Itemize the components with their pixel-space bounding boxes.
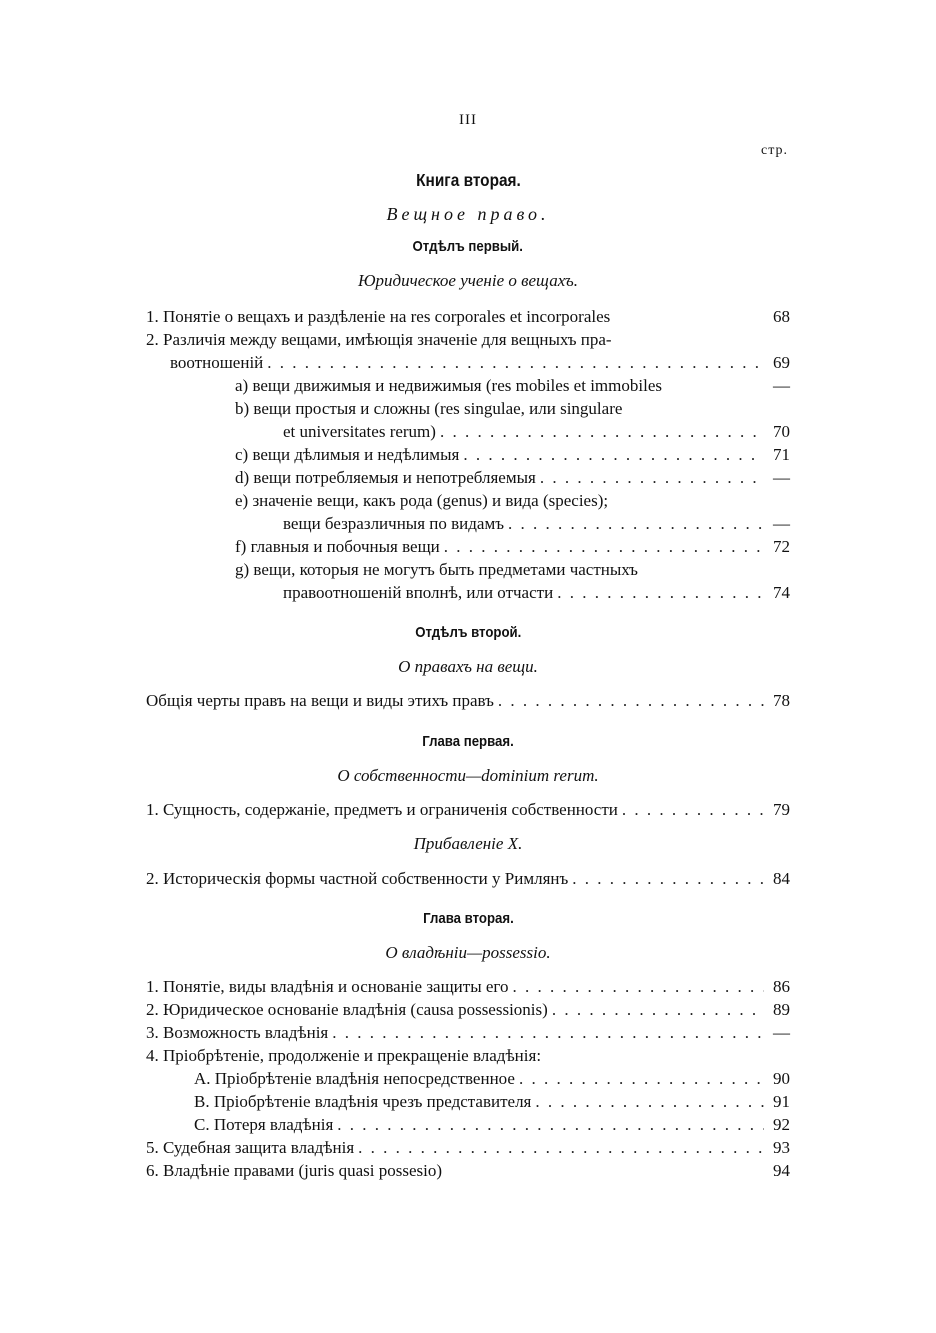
toc-entry-text: g) вещи, которыя не могутъ быть предметами частныхъ <box>235 560 638 579</box>
toc-leader <box>463 444 764 466</box>
page-column-label: стр. <box>760 143 788 158</box>
toc-entry-page: 71 <box>773 445 790 464</box>
toc-entry-text: 1. Понятіе о вещахъ и раздѣленіе на res corporales et incorporales <box>146 307 611 326</box>
toc-entry-text: 1. Сущность, содержаніе, предметъ и ограниченія собственности <box>146 800 618 819</box>
toc-entry-text: B. Пріобрѣтеніе владѣнія чрезъ представителя <box>194 1092 532 1111</box>
toc-entry <box>194 1068 790 1090</box>
toc-entry <box>146 1137 790 1159</box>
toc-entry-page: 84 <box>773 869 790 888</box>
chapter1-title-wrap <box>0 733 936 751</box>
toc-entry <box>146 976 790 998</box>
toc-entry <box>194 1114 790 1136</box>
toc-entry-text: 6. Владѣніе правами (juris quasi possesio) <box>146 1161 443 1180</box>
toc-entry <box>146 1022 790 1044</box>
section2-title-wrap <box>0 624 936 642</box>
toc-leader <box>535 1091 764 1113</box>
appendix-title: Прибавленіе X. <box>413 834 523 853</box>
toc-entry-page: 69 <box>773 353 790 372</box>
toc-entry <box>146 690 790 712</box>
toc-leader <box>552 999 764 1021</box>
chapter1-title: Глава первая. <box>422 733 514 750</box>
toc-entry <box>235 467 790 489</box>
toc-entry-text: 1. Понятіе, виды владѣнія и основаніе защиты его <box>146 977 509 996</box>
toc-entry <box>146 306 790 328</box>
toc-entry-text: воотношеній <box>170 353 264 372</box>
toc-leader <box>622 799 764 821</box>
toc-entry <box>146 868 790 890</box>
toc-entry-text: b) вещи простыя и сложны (res singulae, или singulare <box>235 399 623 418</box>
toc-entry <box>235 536 790 558</box>
toc-entry-text: правоотношеній вполнѣ, или отчасти <box>283 583 554 602</box>
toc-entry-page: — <box>773 1023 790 1042</box>
toc-entry-page: 86 <box>773 977 790 996</box>
section1-title: Отдѣлъ первый. <box>412 238 524 255</box>
toc-entry <box>283 513 790 535</box>
toc-entry-page: 68 <box>773 307 790 326</box>
toc-entry <box>146 799 790 821</box>
toc-leader <box>440 421 764 443</box>
toc-entry-text: 3. Возможность владѣнія <box>146 1023 329 1042</box>
toc-entry-page: 70 <box>773 422 790 441</box>
toc-leader <box>557 582 764 604</box>
toc-entry <box>170 352 790 374</box>
toc-entry-page: 78 <box>773 691 790 710</box>
chapter1-subtitle: О собственности—dominium rerum. <box>337 766 599 785</box>
toc-entry-page: 92 <box>773 1115 790 1134</box>
section2-title: Отдѣлъ второй. <box>414 624 522 641</box>
toc-entry <box>235 375 790 397</box>
section1-subtitle: Юридическое ученіе о вещахъ. <box>357 271 578 290</box>
toc-leader <box>508 513 764 535</box>
toc-leader <box>358 1137 764 1159</box>
toc-entry-text: 2. Историческія формы частной собственности у Римлянъ <box>146 869 569 888</box>
toc-leader <box>512 976 764 998</box>
toc-entry-text: вещи безразличныя по видамъ <box>283 514 504 533</box>
toc-leader <box>337 1114 764 1136</box>
toc-entry-page: 72 <box>773 537 790 556</box>
toc-entry-page: 93 <box>773 1138 790 1157</box>
toc-entry-text: e) значеніе вещи, какъ рода (genus) и вида (species); <box>235 491 609 510</box>
toc-leader <box>498 690 764 712</box>
toc-entry-text: 4. Пріобрѣтеніе, продолженіе и прекращеніе владѣнія: <box>146 1046 542 1065</box>
page-number: III <box>459 112 477 128</box>
toc-leader <box>540 467 764 489</box>
toc-leader <box>332 1022 764 1044</box>
section1-title-wrap <box>0 238 936 256</box>
book-title: Книга вторая. <box>415 170 521 190</box>
toc-entry-text: A. Пріобрѣтеніе владѣнія непосредственное <box>194 1069 515 1088</box>
toc-entry-text: f) главныя и побочныя вещи <box>235 537 440 556</box>
toc-entry-page: 90 <box>773 1069 790 1088</box>
toc-entry-text: 2. Различія между вещами, имѣющія значеніе для вещныхъ пра- <box>146 330 612 349</box>
book-title-wrap <box>0 170 936 191</box>
toc-entry-text: c) вещи дѣлимыя и недѣлимыя <box>235 445 460 464</box>
toc-entry-text: d) вещи потребляемыя и непотребляемыя <box>235 468 536 487</box>
toc-entry <box>146 1160 790 1182</box>
toc-entry-text: 5. Судебная защита владѣнія <box>146 1138 355 1157</box>
toc-entry-text: a) вещи движимыя и недвижимыя (res mobiles et immobiles <box>235 376 662 395</box>
toc-entry-page: — <box>773 468 790 487</box>
book-subtitle: Вещное право. <box>386 204 550 224</box>
toc-leader <box>444 536 764 558</box>
toc-entry-text: C. Потеря владѣнія <box>194 1115 334 1134</box>
toc-entry <box>194 1091 790 1113</box>
toc-entry-text: Общія черты правъ на вещи и виды этихъ правъ <box>146 691 494 710</box>
chapter2-title: Глава вторая. <box>422 910 514 927</box>
toc-leader <box>267 352 764 374</box>
toc-entry-text: 2. Юридическое основаніе владѣнія (causa possessionis) <box>146 1000 548 1019</box>
chapter2-title-wrap <box>0 910 936 928</box>
toc-entry <box>146 999 790 1021</box>
toc-entry <box>283 582 790 604</box>
toc-entry-page: 79 <box>773 800 790 819</box>
toc-entry-text: et universitates rerum) <box>283 422 436 441</box>
toc-leader <box>519 1068 764 1090</box>
toc-entry <box>283 421 790 443</box>
section2-subtitle: О правахъ на вещи. <box>398 657 538 676</box>
toc-entry <box>235 444 790 466</box>
toc-entry-page: 94 <box>773 1161 790 1180</box>
chapter2-subtitle: О владѣніи—possessio. <box>385 943 551 962</box>
toc-leader <box>572 868 764 890</box>
toc-entry-page: 91 <box>773 1092 790 1111</box>
toc-entry-page: 74 <box>773 583 790 602</box>
toc-entry-page: — <box>773 514 790 533</box>
toc-entry-page: — <box>773 376 790 395</box>
toc-entry-page: 89 <box>773 1000 790 1019</box>
